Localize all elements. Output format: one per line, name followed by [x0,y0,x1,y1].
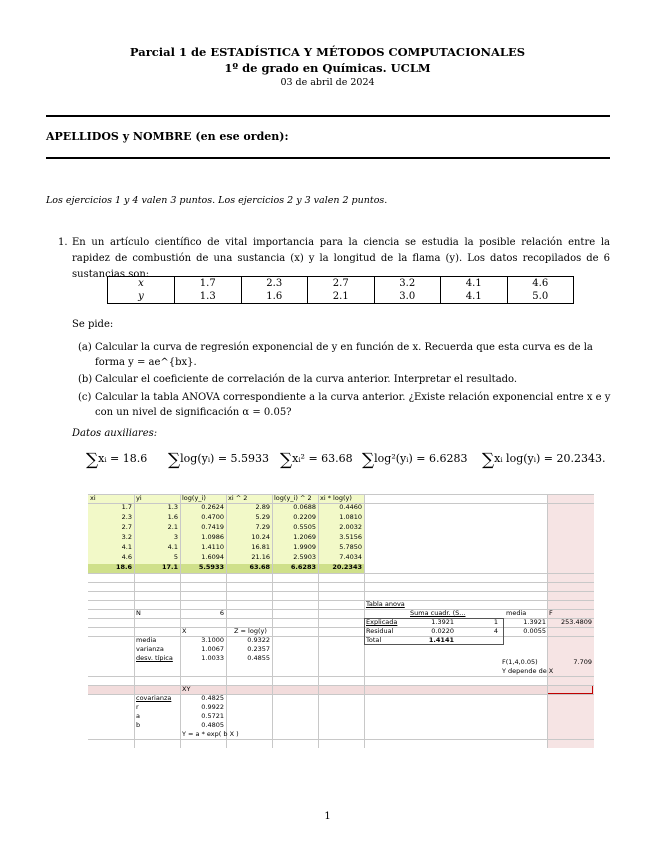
sheet-cell: 0.4700 [201,513,224,521]
sheet-cell: 3.5156 [339,533,362,541]
total-cell: 5.5933 [198,563,224,571]
table-cell: 3.0 [374,290,441,304]
sheet-cell: 0.0688 [293,503,316,511]
table-cell: 2.1 [308,290,375,304]
statement-text: En un artículo científico de vital importancia para la ciencia se estudia la posible relación entre la rapidez de combustión de una sustancia (x) y la longitud de la flama (y). Los datos recopilados de 6 sustancias son: [72,237,610,280]
sheet-cell: 2.1 [167,523,178,531]
regression-equation: Y = a * exp( b X ) [182,730,239,738]
item-text: Calcular la curva de regresión exponencial de y en función de x. Recuerda que esta curva es de la forma y = ae^{bx}. [95,342,593,368]
xy-label: XY [182,685,191,693]
data-table [107,276,574,304]
selected-cell [547,685,593,694]
stat-z: 0.4855 [247,654,270,662]
anova-ms: 1.3921 [523,618,546,626]
name-label: APELLIDOS y NOMBRE (en ese orden): [46,130,289,143]
sheet-cell: 5.29 [255,513,270,521]
stat-label: media [136,636,157,644]
sheet-cell: 21.16 [251,553,270,561]
page-number: 1 [324,811,331,822]
stat-x: 1.0067 [201,645,224,653]
sheet-cell: 3.2 [121,533,132,541]
exercise-number: 1. [58,237,68,248]
points-note: Los ejercicios 1 y 4 valen 3 puntos. Los ejercicios 2 y 3 valen 2 puntos. [46,195,388,206]
table-cell: 5.0 [507,290,574,304]
anova-header: F [549,609,553,617]
total-cell: 6.6283 [290,563,316,571]
sheet-header: xi [90,494,96,502]
total-cell: 63.68 [249,563,270,571]
table-row [108,277,574,291]
reg-value: 0.4805 [201,721,224,729]
sheet-header: yi [136,494,142,502]
item-label: (c) [78,392,92,403]
sheet-cell: 1.6 [167,513,178,521]
sheet-cell: 7.4034 [339,553,362,561]
anova-row-label: Residual [366,627,394,635]
item-label: (a) [78,342,92,353]
sheet-cell: 1.0986 [201,533,224,541]
anova-row-label: Explicada [366,618,398,626]
anova-ms: 0.0055 [523,627,546,635]
item-text: Calcular la tabla ANOVA correspondiente a la curva anterior. ¿Existe relación exponencial entre x e y con un nivel de significación α = 0.05? [95,392,611,418]
formula-sum-xlogy: ∑xᵢ log(yᵢ) = 20.2343. [482,450,606,470]
n-label: N [136,609,141,617]
stat-x: 1.0033 [201,654,224,662]
sheet-cell: 4.6 [121,553,132,561]
sheet-cell: 3 [173,533,178,541]
table-cell: 1.6 [241,290,308,304]
sheet-header: log(y_i) ^ 2 [274,494,312,502]
stat-label: desv. típica [136,654,173,662]
sheet-cell: 7.29 [255,523,270,531]
anova-title: Tabla anova [366,600,405,608]
reg-label: a [136,712,140,720]
sheet-cell: 2.5903 [293,553,316,561]
stats-col-z: Z = log(y) [234,627,267,635]
formula-text: log(yᵢ) = 5.5933 [180,452,270,465]
item-c [78,390,612,420]
table-cell: 1.3 [175,290,242,304]
sheet-cell: 0.2209 [293,513,316,521]
reg-label: covarianza [136,694,172,702]
highlight-row [88,685,594,694]
stat-x: 3.1000 [201,636,224,644]
f-critical-value: 7.709 [573,658,592,666]
item-a [78,340,612,370]
sheet-cell: 2.7 [121,523,132,531]
table-cell: 4.1 [441,277,508,291]
sheet-cell: 1.2069 [293,533,316,541]
sheet-cell: 1.3 [167,503,178,511]
item-label: (b) [78,374,93,385]
f-critical-label: F(1,4,0.05) [502,658,538,666]
row-label: y [108,290,175,304]
bottom-rule [46,157,610,159]
sheet-cell: 1.0810 [339,513,362,521]
sheet-cell: 1.9909 [293,543,316,551]
total-cell: 17.1 [161,563,178,571]
exam-title: Parcial 1 de ESTADÍSTICA Y MÉTODOS COMPUTACIONALES [129,45,526,59]
total-cell: 20.2343 [332,563,362,571]
formula-text: xᵢ² = 63.68 [292,452,353,465]
anova-ss: 1.3921 [431,618,454,626]
formula-sum-log2y: ∑log²(yᵢ) = 6.6283 [362,450,468,470]
anova-header: media [506,609,527,617]
table-cell: 1.7 [175,277,242,291]
sheet-cell: 0.4460 [339,503,362,511]
sheet-cell: 4.1 [167,543,178,551]
table-cell: 4.6 [507,277,574,291]
sheet-cell: 0.5505 [293,523,316,531]
sheet-header: xi * log(y) [320,494,352,502]
top-rule [46,115,610,117]
conclusion: Y depende de X [502,667,554,675]
aux-data-title: Datos auxiliares: [72,428,158,439]
anova-f: 253.4809 [560,618,592,626]
anova-border [364,618,504,645]
anova-df: 1 [493,618,498,626]
table-cell: 4.1 [441,290,508,304]
sheet-cell: 1.7 [121,503,132,511]
stat-label: varianza [136,645,164,653]
anova-ss: 1.4141 [428,636,454,644]
sheet-cell: 0.7419 [201,523,224,531]
table-cell: 2.3 [241,277,308,291]
reg-label: r [136,703,139,711]
stats-col-x: X [182,627,187,635]
formula-sum-logy: ∑log(yᵢ) = 5.5933 [168,450,270,470]
sheet-cell: 16.81 [251,543,270,551]
anova-ss: 0.0220 [431,627,454,635]
sheet-cell: 2.3 [121,513,132,521]
sheet-cell: 0.2624 [201,503,224,511]
total-cell: 18.6 [115,563,132,571]
stat-z: 0.9322 [247,636,270,644]
formula-text: log²(yᵢ) = 6.6283 [374,452,468,465]
table-cell: 3.2 [374,277,441,291]
sheet-cell: 2.0032 [339,523,362,531]
reg-label: b [136,721,141,729]
row-label: x [108,277,175,291]
spreadsheet-image [88,494,594,748]
sheet-cell: 2.89 [255,503,270,511]
n-value: 6 [219,609,224,617]
formula-text: xᵢ log(yᵢ) = 20.2343. [494,452,606,465]
anova-header: Suma cuadr. (S... [410,609,466,617]
anova-df: 4 [493,627,498,635]
exam-subtitle: 1º de grado en Químicas. UCLM [224,61,431,75]
formula-sum-x: ∑xᵢ = 18.6 [86,450,148,470]
item-text: Calcular el coeficiente de correlación de la curva anterior. Interpretar el resultado. [95,374,518,385]
sheet-cell: 5 [173,553,178,561]
sheet-cell: 10.24 [251,533,270,541]
table-row [108,290,574,304]
formula-text: xᵢ = 18.6 [98,452,148,465]
sheet-cell: 4.1 [121,543,132,551]
sheet-header: xi ^ 2 [228,494,248,502]
reg-value: 0.4825 [201,694,224,702]
stat-z: 0.2357 [247,645,270,653]
table-cell: 2.7 [308,277,375,291]
se-pide-label: Se pide: [72,319,114,330]
formula-sum-x2: ∑xᵢ² = 63.68 [280,450,353,470]
sheet-cell: 1.6094 [201,553,224,561]
sheet-header: log(y_i) [182,494,206,502]
sheet-cell: 5.7850 [339,543,362,551]
item-b [78,372,612,387]
reg-value: 0.5721 [201,712,224,720]
sheet-cell: 1.4110 [201,543,224,551]
reg-value: 0.9922 [201,703,224,711]
anova-row-label: Total [366,636,382,644]
exam-date: 03 de abril de 2024 [280,77,375,88]
